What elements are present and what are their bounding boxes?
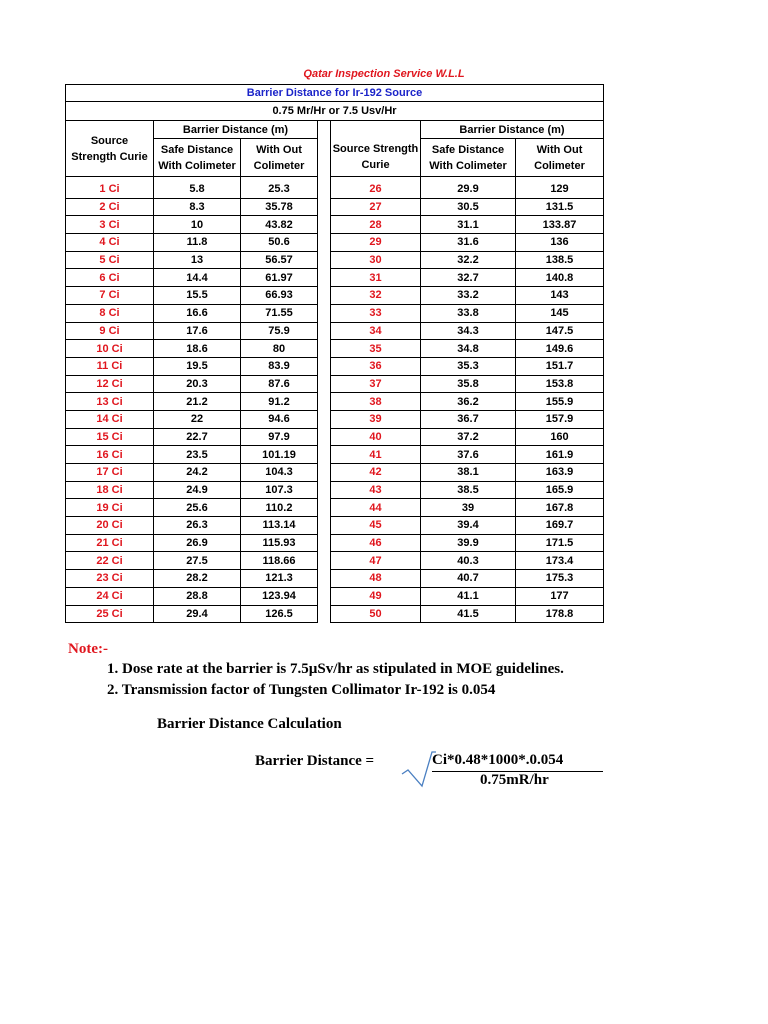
safe-distance-left: 21.2 (154, 393, 241, 411)
source-strength-right: 50 (331, 605, 421, 623)
without-colimeter-right: 178.8 (516, 605, 604, 623)
without-colimeter-right: 161.9 (516, 446, 604, 464)
table-row (66, 410, 604, 428)
source-strength-right: 41 (331, 446, 421, 464)
table-row (66, 499, 604, 517)
source-strength-left: 10 Ci (66, 340, 154, 358)
without-colimeter-right: 151.7 (516, 357, 604, 375)
without-colimeter-right: 149.6 (516, 340, 604, 358)
without-colimeter-right: 160 (516, 428, 604, 446)
without-colimeter-left: 50.6 (241, 234, 318, 252)
without-colimeter-right: 129 (516, 181, 604, 198)
without-colimeter-left: 126.5 (241, 605, 318, 623)
column-gap (318, 121, 331, 177)
column-gap (318, 517, 331, 535)
without-colimeter-left: 56.57 (241, 251, 318, 269)
without-colimeter-left: 115.93 (241, 534, 318, 552)
without-colimeter-right: 165.9 (516, 481, 604, 499)
safe-distance-right: 39.4 (421, 517, 516, 535)
source-strength-left: 6 Ci (66, 269, 154, 287)
without-colimeter-left: 71.55 (241, 304, 318, 322)
table-body (66, 181, 604, 623)
source-strength-right: 42 (331, 464, 421, 482)
source-strength-right: 33 (331, 304, 421, 322)
safe-distance-left: 5.8 (154, 181, 241, 198)
safe-distance-left: 27.5 (154, 552, 241, 570)
safe-distance-right: 38.5 (421, 481, 516, 499)
safe-distance-right: 37.2 (421, 428, 516, 446)
source-strength-right: 36 (331, 357, 421, 375)
safe-distance-left: 26.9 (154, 534, 241, 552)
source-strength-left: 23 Ci (66, 570, 154, 588)
safe-distance-right: 32.2 (421, 251, 516, 269)
source-strength-left: 1 Ci (66, 181, 154, 198)
formula-denominator: 0.75mR/hr (480, 772, 549, 788)
table-row (66, 181, 604, 198)
safe-distance-right: 39.9 (421, 534, 516, 552)
source-strength-right: 28 (331, 216, 421, 234)
source-strength-right: 32 (331, 287, 421, 305)
table-row (66, 552, 604, 570)
source-strength-left: 4 Ci (66, 234, 154, 252)
column-gap (318, 340, 331, 358)
col-header-safe-left: Safe Distance With Colimeter (154, 139, 241, 177)
without-colimeter-left: 121.3 (241, 570, 318, 588)
column-gap (318, 552, 331, 570)
source-strength-right: 26 (331, 181, 421, 198)
source-strength-left: 25 Ci (66, 605, 154, 623)
column-gap (318, 198, 331, 216)
safe-distance-left: 18.6 (154, 340, 241, 358)
source-strength-right: 39 (331, 410, 421, 428)
source-strength-left: 24 Ci (66, 587, 154, 605)
safe-distance-left: 20.3 (154, 375, 241, 393)
col-header-without-right: With Out Colimeter (516, 139, 604, 177)
note-line-1: 1. Dose rate at the barrier is 7.5µSv/hr as stipulated in MOE guidelines. (107, 661, 564, 677)
without-colimeter-left: 25.3 (241, 181, 318, 198)
without-colimeter-left: 113.14 (241, 517, 318, 535)
without-colimeter-right: 143 (516, 287, 604, 305)
safe-distance-right: 31.6 (421, 234, 516, 252)
source-strength-left: 16 Ci (66, 446, 154, 464)
safe-distance-left: 28.8 (154, 587, 241, 605)
safe-distance-right: 38.1 (421, 464, 516, 482)
column-gap (318, 393, 331, 411)
table-title: Barrier Distance for Ir-192 Source (66, 85, 604, 102)
safe-distance-left: 8.3 (154, 198, 241, 216)
without-colimeter-right: 147.5 (516, 322, 604, 340)
source-strength-right: 30 (331, 251, 421, 269)
safe-distance-left: 16.6 (154, 304, 241, 322)
safe-distance-right: 39 (421, 499, 516, 517)
square-root-icon (400, 748, 436, 790)
without-colimeter-left: 75.9 (241, 322, 318, 340)
source-strength-right: 40 (331, 428, 421, 446)
without-colimeter-left: 66.93 (241, 287, 318, 305)
table-row (66, 570, 604, 588)
without-colimeter-right: 153.8 (516, 375, 604, 393)
source-strength-left: 9 Ci (66, 322, 154, 340)
safe-distance-right: 34.3 (421, 322, 516, 340)
note-title: Note:- (68, 641, 108, 657)
safe-distance-right: 41.1 (421, 587, 516, 605)
col-header-source-left: Source Strength Curie (66, 121, 154, 177)
without-colimeter-left: 107.3 (241, 481, 318, 499)
safe-distance-right: 32.7 (421, 269, 516, 287)
safe-distance-left: 22 (154, 410, 241, 428)
without-colimeter-right: 173.4 (516, 552, 604, 570)
source-strength-right: 44 (331, 499, 421, 517)
source-strength-right: 34 (331, 322, 421, 340)
safe-distance-left: 13 (154, 251, 241, 269)
without-colimeter-right: 171.5 (516, 534, 604, 552)
table-row (66, 340, 604, 358)
calculation-title: Barrier Distance Calculation (157, 716, 342, 732)
column-gap (318, 357, 331, 375)
source-strength-left: 17 Ci (66, 464, 154, 482)
column-gap (318, 464, 331, 482)
table-row (66, 269, 604, 287)
safe-distance-left: 11.8 (154, 234, 241, 252)
col-header-safe-right: Safe Distance With Colimeter (421, 139, 516, 177)
column-gap (318, 410, 331, 428)
source-strength-left: 22 Ci (66, 552, 154, 570)
source-strength-right: 48 (331, 570, 421, 588)
without-colimeter-right: 145 (516, 304, 604, 322)
without-colimeter-left: 118.66 (241, 552, 318, 570)
source-strength-right: 43 (331, 481, 421, 499)
safe-distance-left: 23.5 (154, 446, 241, 464)
safe-distance-left: 19.5 (154, 357, 241, 375)
table-row (66, 481, 604, 499)
column-gap (318, 570, 331, 588)
safe-distance-left: 15.5 (154, 287, 241, 305)
safe-distance-right: 29.9 (421, 181, 516, 198)
safe-distance-left: 10 (154, 216, 241, 234)
table-row (66, 517, 604, 535)
column-gap (318, 605, 331, 623)
table-row (66, 322, 604, 340)
column-gap (318, 287, 331, 305)
source-strength-right: 38 (331, 393, 421, 411)
table-row (66, 375, 604, 393)
col-header-source-right: Source Strength Curie (331, 139, 421, 177)
table-row (66, 287, 604, 305)
without-colimeter-left: 35.78 (241, 198, 318, 216)
source-strength-left: 13 Ci (66, 393, 154, 411)
formula-numerator: Ci*0.48*1000*.0.054 (432, 752, 564, 768)
safe-distance-right: 33.2 (421, 287, 516, 305)
safe-distance-left: 26.3 (154, 517, 241, 535)
source-strength-right: 27 (331, 198, 421, 216)
without-colimeter-left: 91.2 (241, 393, 318, 411)
column-gap (318, 304, 331, 322)
column-gap (318, 251, 331, 269)
group-header-right: Barrier Distance (m) (421, 121, 604, 139)
column-gap (318, 587, 331, 605)
without-colimeter-right: 136 (516, 234, 604, 252)
without-colimeter-left: 43.82 (241, 216, 318, 234)
column-gap (318, 322, 331, 340)
column-gap (318, 446, 331, 464)
source-strength-right: 47 (331, 552, 421, 570)
source-strength-right: 45 (331, 517, 421, 535)
source-strength-left: 3 Ci (66, 216, 154, 234)
table-row (66, 357, 604, 375)
without-colimeter-right: 131.5 (516, 198, 604, 216)
safe-distance-right: 31.1 (421, 216, 516, 234)
column-gap (318, 499, 331, 517)
source-strength-right: 29 (331, 234, 421, 252)
table-row (66, 251, 604, 269)
safe-distance-right: 40.3 (421, 552, 516, 570)
company-name: Qatar Inspection Service W.L.L (303, 68, 465, 80)
source-strength-right: 35 (331, 340, 421, 358)
column-gap (318, 216, 331, 234)
source-strength-left: 21 Ci (66, 534, 154, 552)
table-row (66, 587, 604, 605)
table-row (66, 198, 604, 216)
column-gap (318, 269, 331, 287)
table-row (66, 446, 604, 464)
source-strength-right: 46 (331, 534, 421, 552)
table-row (66, 464, 604, 482)
without-colimeter-left: 61.97 (241, 269, 318, 287)
source-strength-left: 5 Ci (66, 251, 154, 269)
without-colimeter-left: 110.2 (241, 499, 318, 517)
without-colimeter-right: 155.9 (516, 393, 604, 411)
note-line-2: 2. Transmission factor of Tungsten Collimator Ir-192 is 0.054 (107, 682, 496, 698)
calculation-label: Barrier Distance = (255, 753, 375, 769)
safe-distance-right: 33.8 (421, 304, 516, 322)
table-row (66, 534, 604, 552)
barrier-distance-table (65, 84, 604, 623)
safe-distance-left: 29.4 (154, 605, 241, 623)
safe-distance-left: 17.6 (154, 322, 241, 340)
table-row (66, 428, 604, 446)
safe-distance-left: 24.2 (154, 464, 241, 482)
source-strength-right: 49 (331, 587, 421, 605)
without-colimeter-left: 80 (241, 340, 318, 358)
source-strength-left: 12 Ci (66, 375, 154, 393)
without-colimeter-right: 133.87 (516, 216, 604, 234)
column-gap (318, 234, 331, 252)
source-strength-left: 2 Ci (66, 198, 154, 216)
source-strength-left: 18 Ci (66, 481, 154, 499)
group-header-left: Barrier Distance (m) (154, 121, 318, 139)
source-strength-left: 8 Ci (66, 304, 154, 322)
without-colimeter-left: 123.94 (241, 587, 318, 605)
table-row (66, 605, 604, 623)
safe-distance-left: 14.4 (154, 269, 241, 287)
column-gap (318, 181, 331, 198)
safe-distance-left: 22.7 (154, 428, 241, 446)
safe-distance-right: 40.7 (421, 570, 516, 588)
safe-distance-left: 25.6 (154, 499, 241, 517)
without-colimeter-right: 175.3 (516, 570, 604, 588)
without-colimeter-right: 140.8 (516, 269, 604, 287)
without-colimeter-left: 104.3 (241, 464, 318, 482)
without-colimeter-right: 157.9 (516, 410, 604, 428)
without-colimeter-right: 138.5 (516, 251, 604, 269)
safe-distance-right: 30.5 (421, 198, 516, 216)
column-gap (318, 428, 331, 446)
table-row (66, 393, 604, 411)
source-strength-left: 7 Ci (66, 287, 154, 305)
table-row (66, 234, 604, 252)
table-row (66, 216, 604, 234)
without-colimeter-right: 163.9 (516, 464, 604, 482)
column-gap (318, 534, 331, 552)
without-colimeter-right: 169.7 (516, 517, 604, 535)
without-colimeter-left: 94.6 (241, 410, 318, 428)
column-gap (318, 481, 331, 499)
safe-distance-left: 24.9 (154, 481, 241, 499)
safe-distance-left: 28.2 (154, 570, 241, 588)
column-gap (318, 375, 331, 393)
without-colimeter-right: 177 (516, 587, 604, 605)
source-strength-right: 37 (331, 375, 421, 393)
source-strength-left: 15 Ci (66, 428, 154, 446)
safe-distance-right: 35.3 (421, 357, 516, 375)
without-colimeter-left: 87.6 (241, 375, 318, 393)
without-colimeter-left: 101.19 (241, 446, 318, 464)
safe-distance-right: 35.8 (421, 375, 516, 393)
source-strength-right: 31 (331, 269, 421, 287)
col-header-without-left: With Out Colimeter (241, 139, 318, 177)
without-colimeter-right: 167.8 (516, 499, 604, 517)
safe-distance-right: 34.8 (421, 340, 516, 358)
safe-distance-right: 37.6 (421, 446, 516, 464)
without-colimeter-left: 83.9 (241, 357, 318, 375)
safe-distance-right: 36.2 (421, 393, 516, 411)
source-strength-left: 14 Ci (66, 410, 154, 428)
without-colimeter-left: 97.9 (241, 428, 318, 446)
safe-distance-right: 41.5 (421, 605, 516, 623)
source-strength-left: 11 Ci (66, 357, 154, 375)
source-strength-left: 20 Ci (66, 517, 154, 535)
table-row (66, 304, 604, 322)
dose-rate-label: 0.75 Mr/Hr or 7.5 Usv/Hr (66, 102, 604, 121)
safe-distance-right: 36.7 (421, 410, 516, 428)
source-strength-left: 19 Ci (66, 499, 154, 517)
